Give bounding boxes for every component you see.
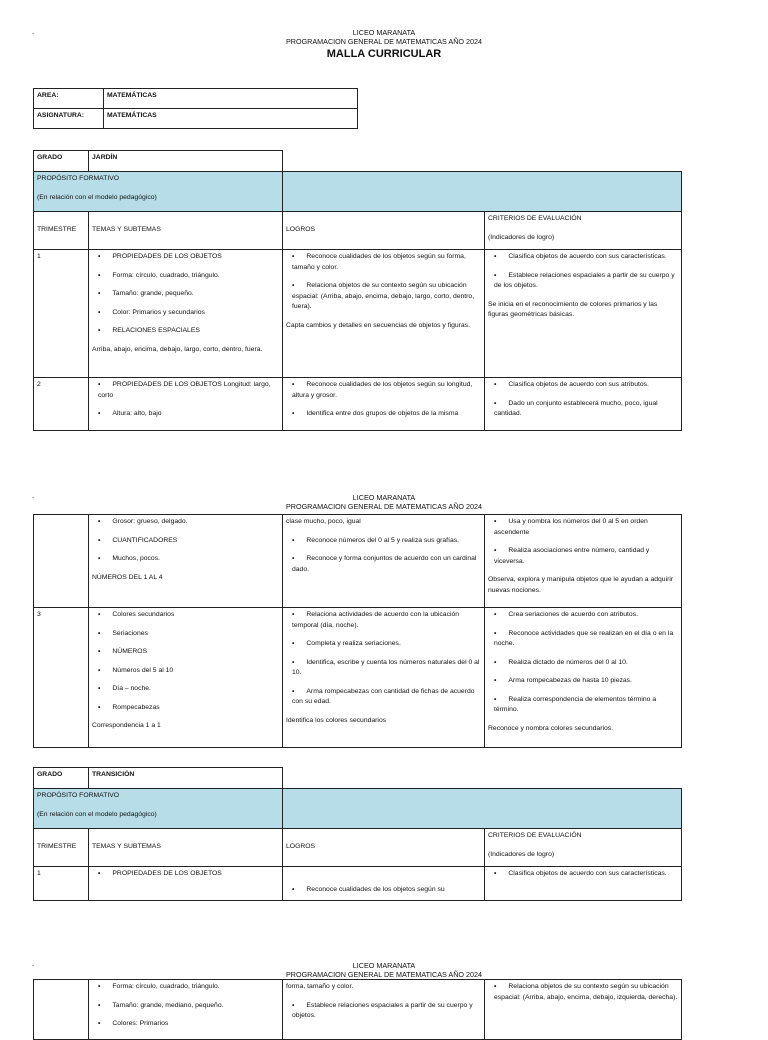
criterios-cell — [485, 867, 682, 901]
list-item: • Usa y nombra los números del 0 al 5 en orden ascendente — [488, 517, 678, 538]
col-header-temas: TEMAS Y SUBTEMAS — [89, 829, 283, 867]
list-item: • Números del 5 al 10 — [92, 666, 279, 677]
list-text: Arriba, abajo, encima, debajo, largo, corto, dentro, fuera. — [92, 345, 263, 353]
list-item: • Reconoce cualidades de los objetos según su longitud, altura y grosor. — [286, 380, 481, 401]
list-text: Se inicia en el reconocimiento de colores primarios y las figuras geométricas básicas. — [488, 300, 658, 318]
list-text: Capta cambios y detalles en secuencias de objetos y figuras. — [286, 321, 470, 329]
curriculum-table-jardin-continued — [33, 514, 682, 748]
col-header-criterios — [485, 212, 682, 250]
grade-value: JARDÍN — [89, 151, 283, 172]
page-mark: . — [32, 27, 35, 36]
grade-label: GRADO — [34, 768, 89, 789]
area-label: AREA: — [34, 89, 104, 109]
area-value: MATEMÁTICAS — [104, 89, 358, 109]
purpose-cell — [34, 172, 283, 212]
list-item: • CUANTIFICADORES — [92, 536, 279, 547]
curriculum-table-transicion — [33, 767, 682, 901]
program-name: PROGRAMACION GENERAL DE MATEMATICAS AÑO 2024 — [286, 502, 482, 511]
page-header — [0, 493, 768, 511]
logros-cell — [283, 608, 485, 748]
indicadores-label: (Indicadores de logro) — [488, 850, 555, 858]
temas-cell — [89, 980, 283, 1040]
empty-cell — [283, 151, 682, 172]
empty-cell — [283, 768, 682, 789]
list-item: • Tamaño: grande, pequeño. — [92, 289, 279, 300]
trimester-number: 1 — [34, 250, 89, 378]
logros-cell — [283, 378, 485, 431]
col-header-trimestre: TRIMESTRE — [34, 829, 89, 867]
trimester-number: 3 — [34, 608, 89, 748]
list-item: • Realiza asociaciones entre número, cantidad y viceversa. — [488, 546, 678, 567]
page-mark: . — [32, 491, 35, 500]
list-item: • Relaciona objetos de su contexto según su ubicación espacial: (Arriba, abajo, encima, debajo, izquierda, derecha). — [488, 982, 678, 1003]
list-item: • Identifica, escribe y cuenta los números naturales del 0 al 10. — [286, 658, 481, 679]
school-name: LICEO MARANATA — [352, 961, 416, 970]
criterios-label: CRITERIOS DE EVALUACIÓN — [488, 215, 582, 222]
list-text: Correspondencia 1 a 1 — [92, 722, 161, 729]
purpose-label: PROPÓSITO FORMATIVO — [37, 175, 120, 182]
list-text: clase mucho, poco, igual — [286, 518, 361, 525]
criterios-cell — [485, 980, 682, 1040]
purpose-note: (En relación con el modelo pedagógico) — [37, 810, 157, 818]
list-item: • Forma: círculo, cuadrado, triángulo. — [92, 271, 279, 282]
trimester-number — [34, 515, 89, 608]
purpose-value-cell — [283, 172, 682, 212]
list-item: • Crea seriaciones de acuerdo con atributos. — [488, 610, 678, 621]
list-item: • Tamaño: grande, mediano, pequeño. — [92, 1001, 279, 1012]
temas-cell — [89, 378, 283, 431]
temas-cell — [89, 608, 283, 748]
list-item: • Arma rompecabezas de hasta 10 piezas. — [488, 676, 678, 687]
grade-label: GRADO — [34, 151, 89, 172]
list-item: • PROPIEDADES DE LOS OBJETOS — [92, 252, 279, 263]
list-item: • Forma: círculo, cuadrado, triángulo. — [92, 982, 279, 993]
trimester-number: 1 — [34, 867, 89, 901]
criterios-cell — [485, 608, 682, 748]
school-name: LICEO MARANATA — [352, 493, 416, 502]
page-title: MALLA CURRICULAR — [326, 48, 442, 60]
col-header-temas: TEMAS Y SUBTEMAS — [89, 212, 283, 250]
list-item: • Clasifica objetos de acuerdo con sus características. — [488, 869, 678, 880]
grade-value: TRANSICIÓN — [89, 768, 283, 789]
trimester-number — [34, 980, 89, 1040]
list-item: • Color: Primarios y secundarios — [92, 308, 279, 319]
school-name: LICEO MARANATA — [352, 28, 416, 37]
list-item: • PROPIEDADES DE LOS OBJETOS — [92, 869, 279, 880]
temas-cell — [89, 515, 283, 608]
list-text: Reconoce y nombra colores secundarios. — [488, 724, 614, 732]
list-item: • Dado un conjunto establecerá mucho, poco, igual cantidad. — [488, 399, 678, 420]
trimester-number: 2 — [34, 378, 89, 431]
col-header-criterios — [485, 829, 682, 867]
list-item: • Reconoce cualidades de los objetos según su — [286, 885, 481, 896]
criterios-label: CRITERIOS DE EVALUACIÓN — [488, 832, 582, 839]
logros-cell — [283, 980, 485, 1040]
list-item: • Reconoce cualidades de los objetos según su forma, tamaño y color. — [286, 252, 481, 273]
program-name: PROGRAMACION GENERAL DE MATEMATICAS AÑO 2024 — [286, 970, 482, 979]
page-mark: . — [32, 959, 35, 968]
logros-cell — [283, 515, 485, 608]
list-text: NÚMEROS DEL 1 AL 4 — [92, 573, 163, 581]
list-item: • Colores secundarios — [92, 610, 279, 621]
purpose-label: PROPÓSITO FORMATIVO — [37, 792, 120, 799]
logros-cell — [283, 250, 485, 378]
list-text: forma, tamaño y color. — [286, 983, 354, 990]
col-header-logros: LOGROS — [283, 212, 485, 250]
purpose-cell — [34, 789, 283, 829]
list-item: • Establece relaciones espaciales a partir de su cuerpo y de los objetos. — [488, 271, 678, 292]
criterios-cell — [485, 250, 682, 378]
list-item: • Arma rompecabezas con cantidad de fichas de acuerdo con su edad. — [286, 687, 481, 708]
list-item: • Completa y realiza seriaciones. — [286, 639, 481, 650]
temas-cell — [89, 250, 283, 378]
subject-value: MATEMÁTICAS — [104, 109, 358, 129]
list-item: • Relaciona objetos de su contexto según su ubicación espacial: (Arriba, abajo, encima, debajo, largo, corto, dentro, fuera). — [286, 281, 481, 313]
list-item: • Realiza dictado de números del 0 al 10. — [488, 658, 678, 669]
indicadores-label: (Indicadores de logro) — [488, 233, 555, 241]
list-item: • Seriaciones — [92, 629, 279, 640]
list-item: • Realiza correspondencia de elementos término a término. — [488, 695, 678, 716]
list-item: • Clasifica objetos de acuerdo con sus características. — [488, 252, 678, 263]
list-item: • PROPIEDADES DE LOS OBJETOS Longitud: largo, corto — [92, 380, 279, 401]
list-item: • Rompecabezas — [92, 703, 279, 714]
list-item: • Colores: Primarios — [92, 1019, 279, 1030]
criterios-cell — [485, 378, 682, 431]
curriculum-table-jardin — [33, 150, 682, 431]
list-item: • Altura: alto, bajo — [92, 409, 279, 420]
list-item: • Día – noche. — [92, 684, 279, 695]
list-item: • Establece relaciones espaciales a partir de su cuerpo y objetos. — [286, 1001, 481, 1022]
purpose-value-cell — [283, 789, 682, 829]
list-item: • Reconoce actividades que se realizan en el día o en la noche. — [488, 629, 678, 650]
subject-info-table — [33, 88, 358, 129]
purpose-note: (En relación con el modelo pedagógico) — [37, 193, 157, 201]
list-item: • Reconoce y forma conjuntos de acuerdo con un cardinal dado. — [286, 554, 481, 575]
program-name: PROGRAMACION GENERAL DE MATEMATICAS AÑO 2024 — [286, 37, 482, 46]
logros-cell — [283, 867, 485, 901]
temas-cell — [89, 867, 283, 901]
criterios-cell — [485, 515, 682, 608]
subject-label: ASIGNATURA: — [34, 109, 104, 129]
list-item: • Muchos, pocos. — [92, 554, 279, 565]
list-text: Identifica los colores secundarios — [286, 716, 387, 724]
list-item: • RELACIONES ESPACIALES — [92, 326, 279, 337]
page-header — [0, 28, 768, 61]
list-item: • Reconoce números del 0 al 5 y realiza sus grafías. — [286, 536, 481, 547]
col-header-trimestre: TRIMESTRE — [34, 212, 89, 250]
list-item: • Grosor: grueso, delgado. — [92, 517, 279, 528]
list-item: • Identifica entre dos grupos de objetos de la misma — [286, 409, 481, 420]
col-header-logros: LOGROS — [283, 829, 485, 867]
list-item: • NÚMEROS — [92, 647, 279, 658]
list-item: • Clasifica objetos de acuerdo con sus atributos. — [488, 380, 678, 391]
curriculum-table-transicion-continued — [33, 979, 682, 1040]
list-item: • Relaciona actividades de acuerdo con la ubicación temporal (día, noche). — [286, 610, 481, 631]
page-header — [0, 961, 768, 979]
list-text: Observa, explora y manipula objetos que le ayudan a adquirir nuevas nociones. — [488, 576, 674, 594]
